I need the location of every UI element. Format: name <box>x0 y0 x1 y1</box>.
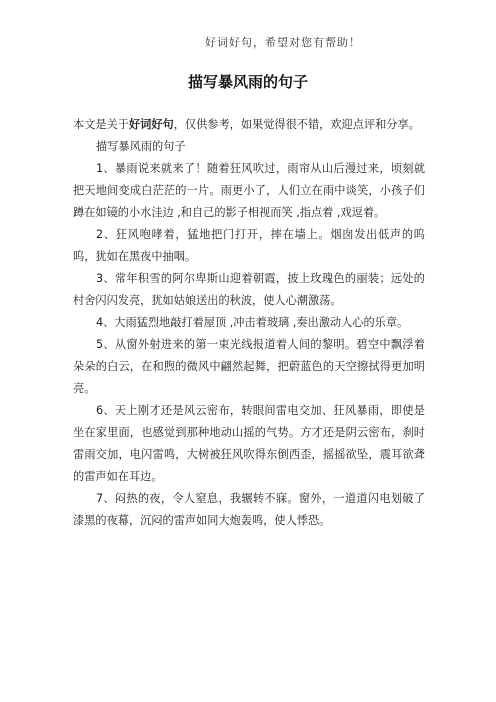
sentence-6: 6、天上刚才还是风云密布，转眼间雷电交加、狂风暴雨，即使是坐在家里面，也感觉到那种地动山摇的气势。方才还是阴云密布，刹时雷雨交加，电闪雷鸣，大树被狂风吹得东倒西歪，摇摇欲坠，震耳欲聋的雷声如在耳边。 <box>73 404 425 483</box>
sentence-4: 4、大雨猛烈地敲打着屋顶 ,冲击着玻璃 ,奏出激动人心的乐章。 <box>96 316 409 329</box>
header-note: 好词好句，希望对您有帮助！ <box>205 36 361 49</box>
sentence-5: 5、从窗外射进来的第一束光线报道着人间的黎明。碧空中飘浮着朵朵的白云，在和煦的微风中翩然起舞，把蔚蓝色的天空擦拭得更加明亮。 <box>73 338 425 395</box>
intro-keyword: 好词好句 <box>128 118 174 131</box>
sentence-2: 2、狂风咆哮着，猛地把门打开，摔在墙上。烟囱发出低声的呜呜，犹如在黑夜中抽咽。 <box>73 228 425 263</box>
document-title: 描写暴风雨的句子 <box>187 73 308 91</box>
sentence-3: 3、常年积雪的阿尔卑斯山迎着朝霞，披上玫瑰色的丽装；远处的村舍闪闪发亮，犹如姑娘送出的秋波，使人心潮激荡。 <box>73 272 425 307</box>
intro-suffix: ，仅供参考，如果觉得很不错，欢迎点评和分享。 <box>173 118 420 131</box>
intro-paragraph <box>73 114 425 136</box>
sentence-1: 1、暴雨说来就来了！随着狂风吹过，雨帘从山后漫过来，顷刻就把天地间变成白茫茫的一片。雨更小了，人们立在雨中谈笑，小孩子们蹲在如镜的小水洼边 ,和自己的影子相视而笑 ,指点着 ,戏逗着。 <box>73 162 425 219</box>
intro-prefix: 本文是关于 <box>73 118 129 131</box>
document-body <box>73 114 425 532</box>
section-subheading: 描写暴风雨的句子 <box>96 140 186 153</box>
sentence-7: 7、闷热的夜，令人窒息，我辗转不寐。窗外，一道道闪电划破了漆黑的夜幕，沉闷的雷声如同大炮轰鸣，使人悸恐。 <box>73 492 425 527</box>
